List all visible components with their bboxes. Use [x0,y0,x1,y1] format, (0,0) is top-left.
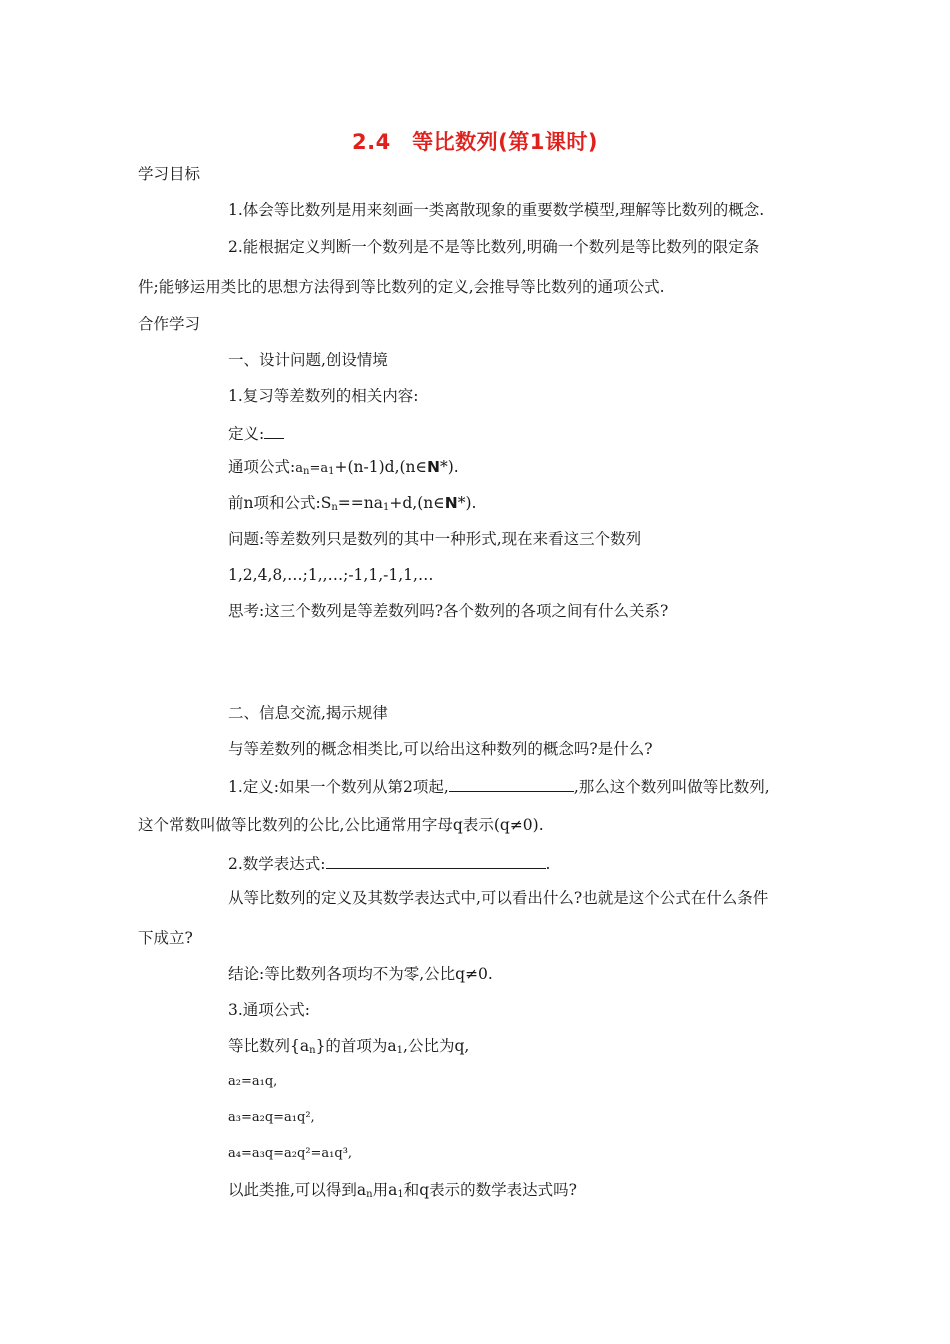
sum-eq: ==na [337,494,383,512]
compare-line: 与等差数列的概念相类比,可以给出这种数列的概念吗?是什么? [228,740,653,758]
analogy-a: 以此类推,可以得到a [228,1181,367,1199]
definition-label: 定义: [228,425,265,443]
part1-heading: 一、设计问题,创设情境 [228,351,388,369]
sequence-intro-line [228,1036,469,1061]
goal-item-1: 1.体会等比数列是用来刻画一类离散现象的重要数学模型,理解等比数列的概念. [228,201,765,219]
sum-sub-1: 1 [382,502,390,513]
general-term-line [228,457,459,482]
sum-end: *). [457,494,477,512]
formula-eq: =a [309,461,329,476]
math-expression-end: . [545,855,551,873]
formula-sub-n: n [303,466,310,477]
sum-formula-line [228,493,476,518]
analogy-sub-n: n [366,1189,373,1200]
equation-a3: a₃=a₂q=a₁q², [228,1110,315,1125]
question-line: 问题:等差数列只是数列的其中一种形式,现在来看这三个数列 [228,530,642,548]
math-expression-label: 2.数学表达式: [228,855,326,873]
review-line: 1.复习等差数列的相关内容: [228,387,419,405]
definition-2-text-b: ,那么这个数列叫做等比数列, [573,778,770,796]
analogy-sub-1: 1 [397,1189,404,1200]
formula-rest: +(n-1)d,(n∈ [334,458,427,476]
general-term-label: 通项公式: [228,458,296,476]
analogy-c: 和q表示的数学表达式吗? [403,1181,577,1199]
general-formula-heading: 3.通项公式: [228,1001,311,1019]
definition-blank [264,422,284,439]
analogy-line [228,1180,577,1205]
part2-heading: 二、信息交流,揭示规律 [228,704,388,722]
formula-end: *). [439,458,459,476]
page-title: 2.4 等比数列(第1课时) [351,130,598,154]
equation-a2: a₂=a₁q, [228,1074,278,1089]
seq-intro-a: 等比数列{a [228,1037,310,1055]
natural-numbers-symbol-2: N [444,494,458,512]
formula-a: a [295,461,303,476]
sum-rest: +d,(n∈ [389,494,445,512]
sum-label: 前n项和公式:S [228,494,332,512]
sum-sub-n: n [331,502,338,513]
observe-line-1: 从等比数列的定义及其数学表达式中,可以看出什么?也就是这个公式在什么条件 [228,889,769,907]
analogy-b: 用a [372,1181,398,1199]
goal-item-2-line-1: 2.能根据定义判断一个数列是不是等比数列,明确一个数列是等比数列的限定条 [228,238,760,256]
math-expression-line [228,852,550,874]
definition-2-text-a: 1.定义:如果一个数列从第2项起, [228,778,449,796]
goal-item-2-line-2: 件;能够运用类比的思想方法得到等比数列的定义,会推导等比数列的通项公式. [138,278,665,296]
sequences-line: 1,2,4,8,…;1,,…;-1,1,-1,1,… [228,566,434,584]
definition-2-line-1 [228,775,770,797]
goals-heading: 学习目标 [138,165,201,183]
definition-2-blank [449,775,574,792]
seq-intro-sub1: 1 [396,1045,404,1056]
coop-heading: 合作学习 [138,315,201,333]
definition-2-line-2: 这个常数叫做等比数列的公比,公比通常用字母q表示(q≠0). [138,816,544,834]
math-expression-blank [326,852,546,869]
conclusion-line: 结论:等比数列各项均不为零,公比q≠0. [228,965,493,983]
observe-line-2: 下成立? [138,929,193,947]
think-line: 思考:这三个数列是等差数列吗?各个数列的各项之间有什么关系? [228,602,669,620]
natural-numbers-symbol: N [427,458,440,476]
seq-intro-b: }的首项为a [315,1037,397,1055]
seq-intro-c: ,公比为q, [403,1037,470,1055]
seq-intro-sub: n [309,1045,316,1056]
formula-sub-1: 1 [328,466,335,477]
definition-line [228,422,284,444]
equation-a4: a₄=a₃q=a₂q²=a₁q³, [228,1146,353,1161]
